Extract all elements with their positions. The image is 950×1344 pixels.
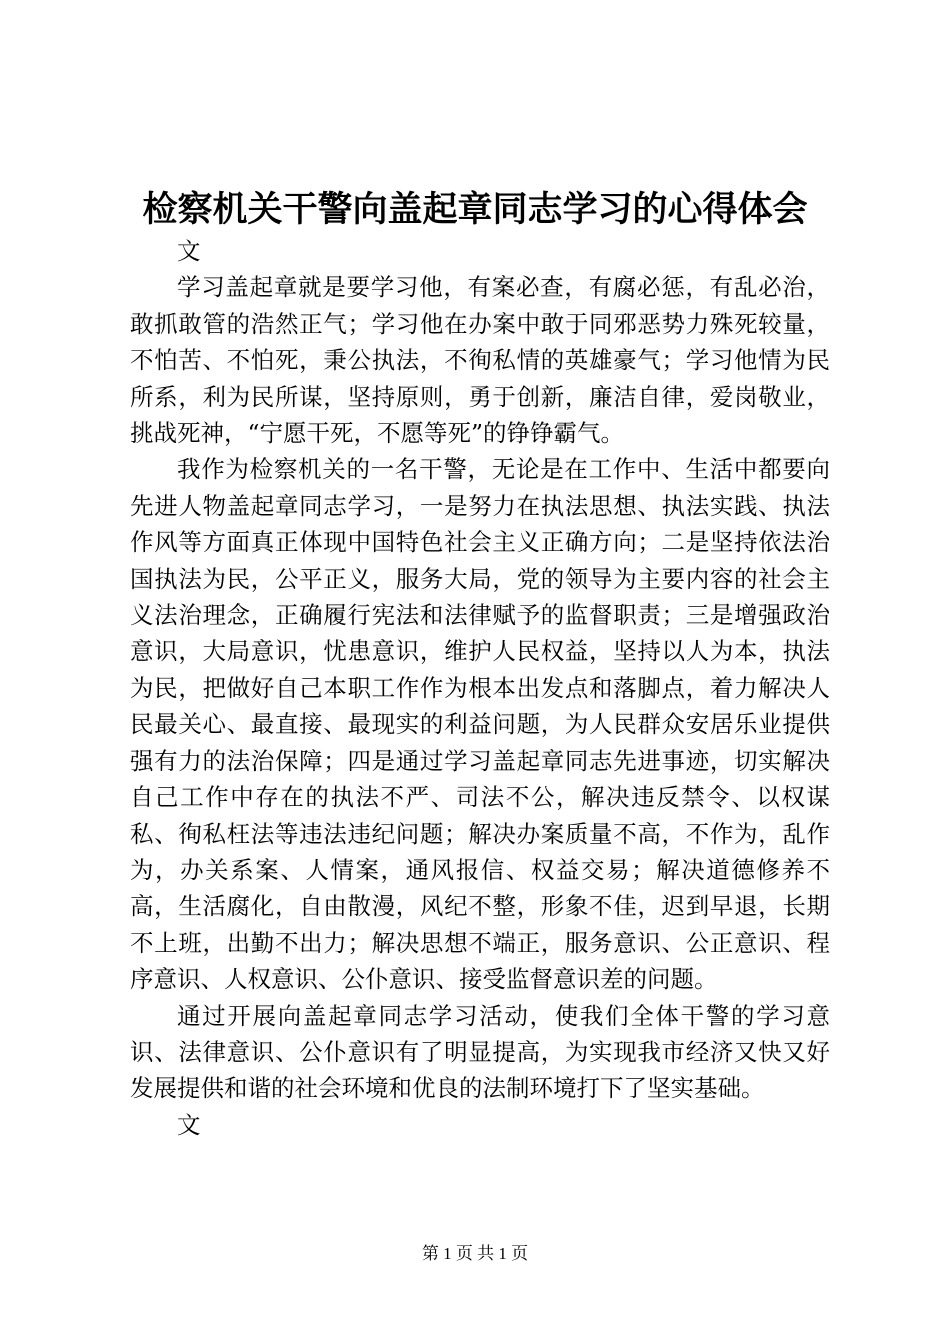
paragraph-1: 学习盖起章就是要学习他，有案必查，有腐必惩，有乱必治，敢抓敢管的浩然正气；学习他在办案中敢于同邪恶势力殊死较量，不怕苦、不怕死，秉公执法，不徇私情的英雄豪气；学习他情为民所系，利为民所谋，坚持原则，勇于创新，廉洁自律，爱岗敬业，挑战死神，“宁愿干死，不愿等死”的铮铮霸气。 <box>130 273 830 448</box>
page-footer: 第 1 页 共 1 页 <box>421 1244 529 1263</box>
marker-bottom: 文 <box>177 1110 201 1139</box>
document-title: 检察机关干警向盖起章同志学习的心得体会 <box>142 189 808 230</box>
document-body <box>130 233 830 1143</box>
paragraph-2: 我作为检察机关的一名干警，无论是在工作中、生活中都要向先进人物盖起章同志学习，一是努力在执法思想、执法实践、执法作风等方面真正体现中国特色社会主义正确方向；二是坚持依法治国执法为民，公平正义，服务大局，党的领导为主要内容的社会主义法治理念，正确履行宪法和法律赋予的监督职责；三是增强政治意识，大局意识，忧患意识，维护人民权益，坚持以人为本，执法为民，把做好自己本职工作作为根本出发点和落脚点，着力解决人民最关心、最直接、最现实的利益问题，为人民群众安居乐业提供强有力的法治保障；四是通过学习盖起章同志先进事迹，切实解决自己工作中存在的执法不严、司法不公，解决违反禁令、以权谋私、徇私枉法等违法违纪问题；解决办案质量不高，不作为，乱作为，办关系案、人情案，通风报信、权益交易；解决道德修养不高，生活腐化，自由散漫，风纪不整，形象不佳，迟到早退，长期不上班，出勤不出力；解决思想不端正，服务意识、公正意识、程序意识、人权意识、公仆意识、接受监督意识差的问题。 <box>130 455 830 994</box>
paragraph-3: 通过开展向盖起章同志学习活动，使我们全体干警的学习意识、法律意识、公仆意识有了明显提高，为实现我市经济又快又好发展提供和谐的社会环境和优良的法制环境打下了坚实基础。 <box>130 1001 830 1103</box>
marker-top: 文 <box>177 237 201 265</box>
